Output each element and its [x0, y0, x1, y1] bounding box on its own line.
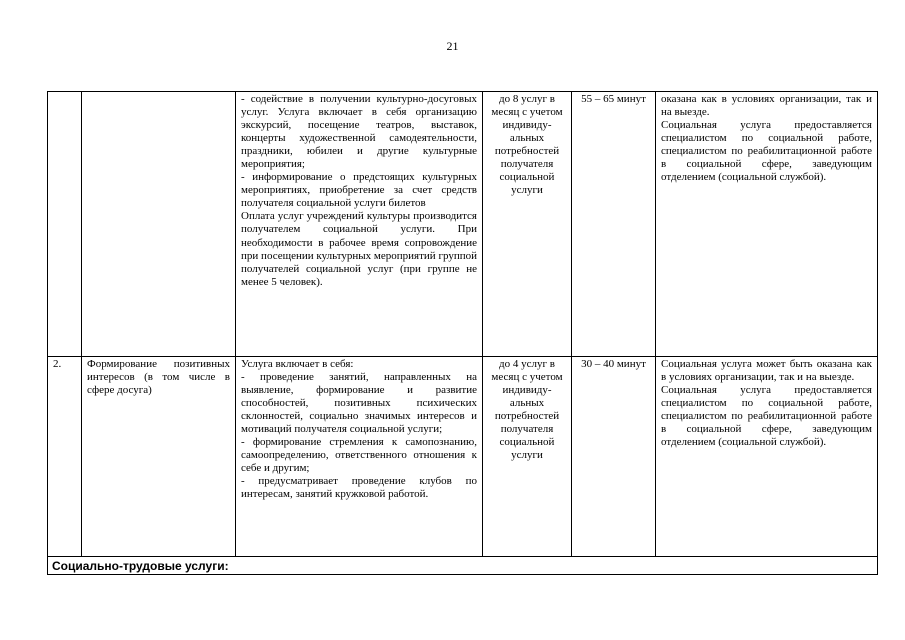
conditions-cell — [656, 92, 878, 357]
table-row — [48, 357, 878, 557]
paragraph: - содействие в получении культурно-досуговых услуг. Услуга включает в себя организацию экскурсий, посещение театров, выставок, концерты художественной самодеятельности, праздники, юбилеи и другие культурные мероприятия; — [241, 93, 477, 171]
frequency-cell: до 4 услуг в месяц с учетом индивиду-альных потребностей получателя социальной услуги — [483, 357, 572, 557]
section-heading-row — [48, 557, 878, 575]
services-table — [47, 91, 878, 575]
paragraph: - проведение занятий, направленных на выявление, формирование и развитие способностей, позитивных психических склонностей, социально значимых интересов и мотиваций получателя социальной услуги; — [241, 371, 477, 436]
service-name-cell — [82, 92, 236, 357]
paragraph: - формирование стремления к самопознанию, самоопределению, ответственного отношения к себе и другим; — [241, 436, 477, 475]
page-number: 21 — [446, 39, 459, 53]
paragraph: Услуга включает в себя: — [241, 358, 354, 370]
section-heading: Социально-трудовые услуги: — [48, 557, 878, 575]
paragraph: Оплата услуг учреждений культуры производится получателем социальной услуги. При необходимости в рабочее время сопровождение при посещении культурных мероприятий группой получателей социальной услуг (при группе не менее 5 человек). — [241, 210, 477, 288]
conditions-cell — [656, 357, 878, 557]
table-row — [48, 92, 878, 357]
service-content-cell — [236, 357, 483, 557]
row-number-cell — [48, 92, 82, 357]
paragraph: оказана как в условиях организации, так и на выезде. — [661, 93, 872, 119]
duration-cell: 30 – 40 минут — [572, 357, 656, 557]
paragraph: Социальная услуга предоставляется специалистом по социальной работе, специалистом по реабилитационной работе в социальной сфере, заведующим отделением (социальной службой). — [661, 384, 872, 449]
paragraph: - предусматривает проведение клубов по интересам, занятий кружковой работой. — [241, 475, 477, 501]
row-number-cell: 2. — [48, 357, 82, 557]
paragraph: Социальная услуга может быть оказана как в условиях организации, так и на выезде. — [661, 358, 872, 384]
paragraph: - информирование о предстоящих культурных мероприятиях, приобретение за счет средств получателя социальной услуги билетов — [241, 171, 477, 210]
duration-cell: 55 – 65 минут — [572, 92, 656, 357]
paragraph: Социальная услуга предоставляется специалистом по социальной работе, специалистом по реабилитационной работе в социальной сфере, заведующим отделением (социальной службой). — [661, 119, 872, 184]
frequency-cell: до 8 услуг в месяц с учетом индивиду-альных потребностей получателя социальной услуги — [483, 92, 572, 357]
service-content-cell — [236, 92, 483, 357]
service-name-cell: Формирование позитивных интересов (в том числе в сфере досуга) — [82, 357, 236, 557]
